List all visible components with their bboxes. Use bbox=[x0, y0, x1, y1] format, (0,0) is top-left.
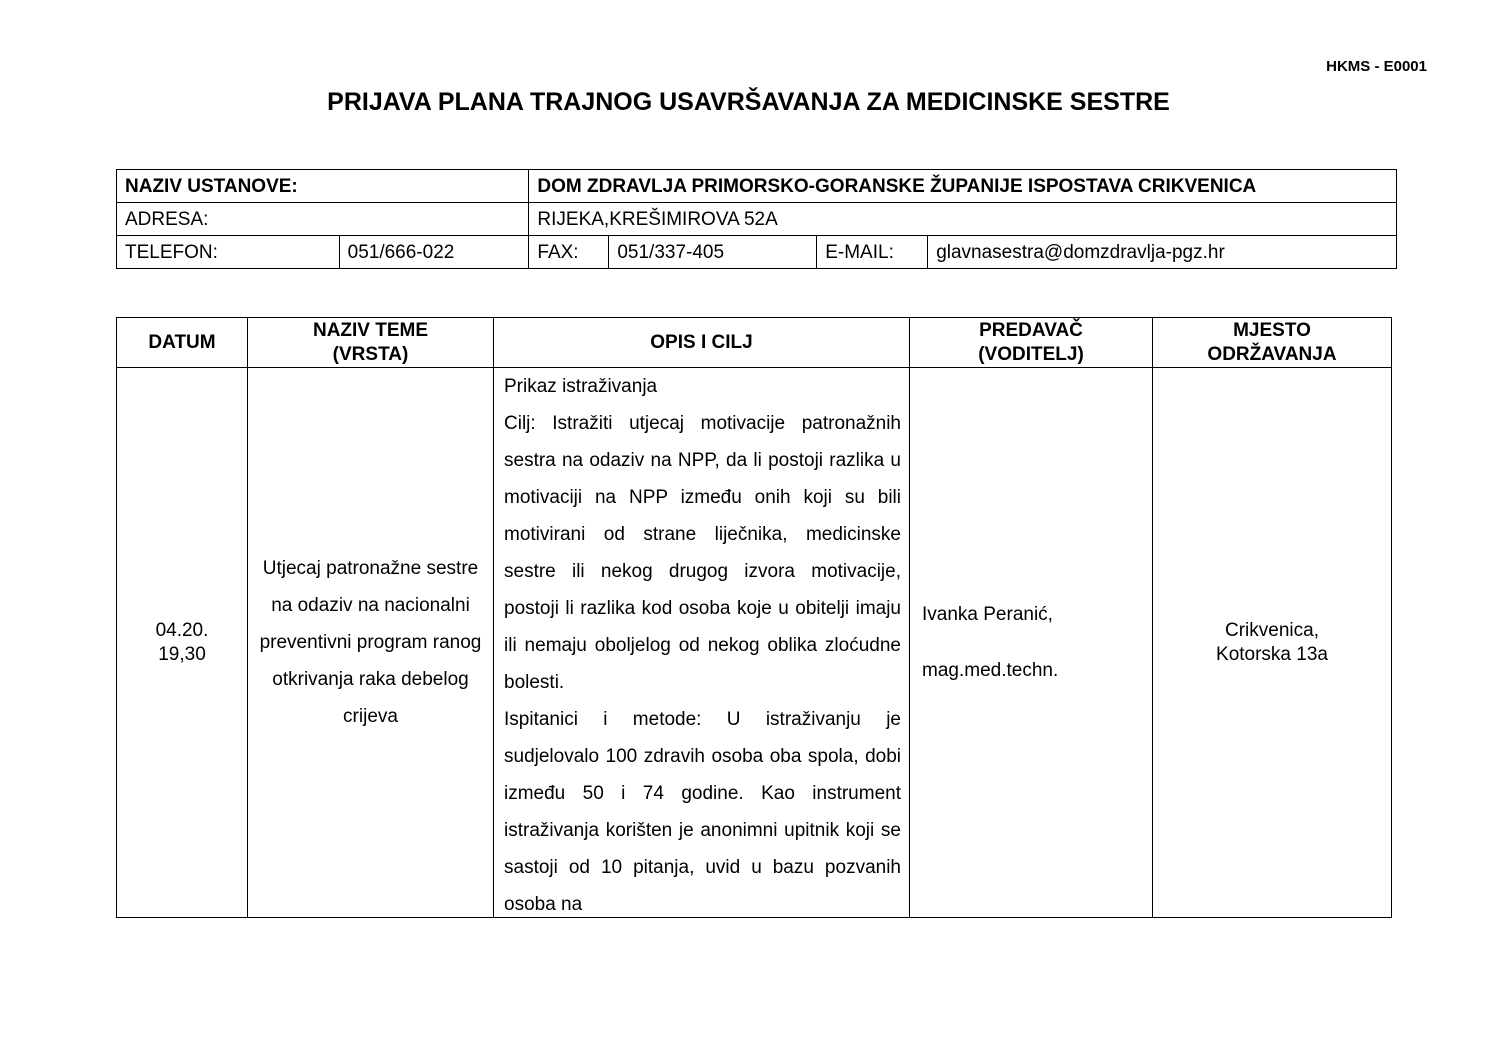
document-title: PRIJAVA PLANA TRAJNOG USAVRŠAVANJA ZA MEDICINSKE SESTRE bbox=[327, 88, 1170, 116]
header-lecturer: PREDAVAČ (VODITELJ) bbox=[910, 318, 1153, 368]
email-value: glavnasestra@domzdravlja-pgz.hr bbox=[928, 236, 1397, 269]
location-street: Kotorska 13a bbox=[1216, 643, 1328, 665]
table-row bbox=[117, 368, 1392, 918]
header-location: MJESTO ODRŽAVANJA bbox=[1153, 318, 1392, 368]
form-code: HKMS - E0001 bbox=[1326, 58, 1427, 75]
description-type: Prikaz istraživanja bbox=[504, 376, 658, 397]
lecturer-title: mag.med.techn. bbox=[922, 659, 1059, 681]
location-city: Crikvenica, bbox=[1225, 619, 1319, 641]
institution-address-value: RIJEKA,KREŠIMIROVA 52A bbox=[529, 203, 1397, 236]
time-value: 19,30 bbox=[158, 643, 206, 665]
date-value: 04.20. bbox=[155, 619, 209, 641]
institution-name-label: NAZIV USTANOVE: bbox=[117, 170, 529, 203]
header-topic: NAZIV TEME (VRSTA) bbox=[248, 318, 494, 368]
institution-contact-row bbox=[117, 236, 1397, 269]
institution-address-label: ADRESA: bbox=[117, 203, 529, 236]
description-methods: Ispitanici i metode: U istraživanju je sudjelovalo 100 zdravih osoba oba spola, dobi između 50 i 74 godine. Kao instrument istraživanja korišten je anonimni upitnik koji se sastoji od 10 pitanja, uvid u bazu pozvanih osoba na bbox=[504, 709, 901, 915]
description-goal: Cilj: Istražiti utjecaj motivacije patronažnih sestra na odaziv na NPP, da li postoji razlika u motivaciji na NPP između onih koji su bili motivirani od strane liječnika, medicinske sestre ili nekog drugog izvora motivacije, postoji li razlika kod osoba koje u obitelji imaju ili nemaju oboljelog od nekog oblika zloćudne bolesti. bbox=[504, 413, 901, 693]
email-label: E-MAIL: bbox=[817, 236, 928, 269]
institution-info-table bbox=[116, 169, 1397, 269]
cell-location bbox=[1153, 368, 1392, 918]
cell-description bbox=[494, 368, 910, 918]
training-plan-table bbox=[116, 317, 1392, 918]
header-date: DATUM bbox=[117, 318, 248, 368]
fax-value: 051/337-405 bbox=[609, 236, 817, 269]
institution-name-value: DOM ZDRAVLJA PRIMORSKO-GORANSKE ŽUPANIJE ISPOSTAVA CRIKVENICA bbox=[529, 170, 1397, 203]
phone-value: 051/666-022 bbox=[339, 236, 529, 269]
institution-address-row bbox=[117, 203, 1397, 236]
phone-label: TELEFON: bbox=[117, 236, 340, 269]
cell-topic: Utjecaj patronažne sestre na odaziv na nacionalni preventivni program ranog otkrivanja raka debelog crijeva bbox=[248, 368, 494, 918]
lecturer-name: Ivanka Peranić, bbox=[922, 603, 1053, 625]
cell-lecturer bbox=[910, 368, 1153, 918]
institution-name-row bbox=[117, 170, 1397, 203]
plan-header-row bbox=[117, 318, 1392, 368]
header-description: OPIS I CILJ bbox=[494, 318, 910, 368]
cell-date bbox=[117, 368, 248, 918]
fax-label: FAX: bbox=[529, 236, 609, 269]
